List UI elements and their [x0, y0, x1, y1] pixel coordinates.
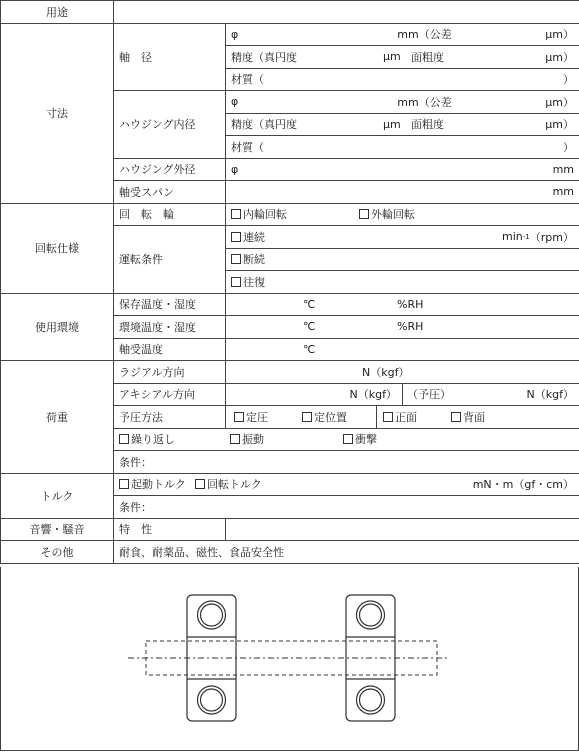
span-label: 軸受スパン	[114, 181, 226, 204]
nkgf-text: N（kgf）	[362, 364, 409, 380]
outer-rot-text: 外輪回転	[371, 206, 415, 222]
span-field[interactable]	[226, 181, 579, 204]
noise-label: 音響・騒音	[1, 518, 114, 541]
housing-outer-field[interactable]	[226, 158, 579, 181]
repeat-text: 繰り返し	[131, 431, 175, 447]
load-type-field	[114, 428, 579, 451]
impact-text: 衝撃	[355, 431, 377, 447]
right-bottom-bearing-outer	[357, 686, 385, 714]
checkbox-icon	[231, 277, 241, 287]
rpm-tail: （rpm）	[530, 229, 574, 245]
shaft-material-field[interactable]	[226, 68, 579, 91]
use-row	[1, 1, 579, 24]
checkbox-icon	[230, 434, 240, 444]
um-plain-text: μm	[383, 118, 411, 131]
storage-label: 保存温度・湿度	[114, 293, 226, 316]
shaft-accuracy-field[interactable]	[226, 46, 579, 69]
checkbox-icon	[383, 412, 393, 422]
radial-field[interactable]	[226, 361, 579, 384]
load-row-1	[1, 361, 579, 384]
torque-label: トルク	[1, 473, 114, 518]
phi-symbol: φ	[231, 28, 238, 41]
mm-text: mm	[553, 185, 574, 198]
continuous-field	[226, 226, 579, 249]
mm-text: mm	[553, 163, 574, 176]
preload-method-field	[226, 406, 579, 429]
reciprocating-check[interactable]	[231, 274, 265, 290]
load-condition-field[interactable]	[114, 451, 579, 474]
close-paren: ）	[563, 71, 574, 87]
material-text: 材質（	[231, 139, 264, 155]
right-bottom-bearing-inner	[360, 689, 382, 711]
checkbox-icon	[231, 254, 241, 264]
um-text: μm）	[545, 26, 574, 42]
checkbox-icon	[119, 479, 129, 489]
checkbox-icon	[302, 412, 312, 422]
rotation-row-1	[1, 203, 579, 226]
deg-text: ℃	[303, 298, 397, 311]
deg-text: ℃	[303, 343, 315, 356]
left-top-bearing-outer	[198, 601, 226, 629]
characteristics-field[interactable]	[226, 518, 579, 541]
dims-label: 寸法	[1, 23, 114, 203]
roundness-text: 精度（真円度	[231, 116, 383, 132]
rot-ring-label: 回 転 輪	[114, 203, 226, 226]
rot-torque-check[interactable]	[195, 476, 262, 492]
other-label: その他	[1, 541, 114, 564]
vibration-text: 振動	[242, 431, 264, 447]
intermittent-field	[226, 248, 579, 271]
start-torque-text: 起動トルク	[131, 476, 186, 492]
roughness-text: 面粗度	[411, 49, 444, 65]
checkbox-icon	[231, 209, 241, 219]
checkbox-icon	[119, 434, 129, 444]
checkbox-icon	[359, 209, 369, 219]
characteristics-label: 特 性	[114, 518, 226, 541]
preload-text: （予圧）	[403, 386, 451, 402]
rot-ring-field	[226, 203, 579, 226]
rpm-exponent: -1	[523, 233, 530, 241]
close-paren: ）	[563, 139, 574, 155]
storage-field[interactable]	[226, 293, 579, 316]
mm-tolerance-text: mm（公差	[397, 94, 545, 110]
condition-text: 条件：	[119, 501, 152, 514]
mm-tolerance-text: mm（公差	[397, 26, 545, 42]
reciprocating-text: 往復	[243, 274, 265, 290]
noise-row	[1, 518, 579, 541]
front-check[interactable]	[377, 409, 451, 425]
axial-value[interactable]	[226, 384, 403, 406]
right-top-bearing-inner	[360, 604, 382, 626]
radial-label: ラジアル方向	[114, 361, 226, 384]
intermittent-check[interactable]	[231, 251, 265, 267]
ambient-field[interactable]	[226, 316, 579, 339]
bearing-temp-field[interactable]	[226, 338, 579, 361]
housing-inner-accuracy-field[interactable]	[226, 113, 579, 136]
rh-text: %RH	[397, 298, 423, 311]
um-text: μm）	[545, 116, 574, 132]
load-label: 荷重	[1, 361, 114, 474]
bearing-diagram	[1, 567, 578, 750]
fixed-position-check[interactable]	[302, 409, 347, 425]
axial-label: アキシアル方向	[114, 383, 226, 406]
start-torque-check[interactable]	[119, 476, 195, 492]
nkgf-text: N（kgf）	[350, 386, 397, 402]
fixed-pressure-check[interactable]	[234, 409, 302, 425]
other-value-text: 耐食、耐薬品、磁性、食品安全性	[119, 546, 284, 559]
left-top-bearing-inner	[201, 604, 223, 626]
shaft-diameter-field[interactable]	[226, 23, 579, 46]
right-top-bearing-outer	[357, 601, 385, 629]
rpm-unit: min	[502, 230, 523, 243]
inner-rot-text: 内輪回転	[243, 206, 287, 222]
phi-symbol: φ	[231, 95, 238, 108]
torque-row-1	[1, 473, 579, 496]
rh-text: %RH	[397, 320, 423, 333]
shaft-row-1	[1, 23, 579, 46]
back-check[interactable]	[451, 409, 485, 425]
fixed-position-text: 定位置	[314, 409, 347, 425]
checkbox-icon	[451, 412, 461, 422]
preload-type-group	[226, 406, 377, 428]
checkbox-icon	[343, 434, 353, 444]
bearing-temp-label: 軸受温度	[114, 338, 226, 361]
preload-unit: N（kgf）	[527, 386, 579, 402]
use-field[interactable]	[114, 1, 579, 24]
repeat-check[interactable]	[119, 431, 230, 447]
phi-symbol: φ	[231, 163, 238, 176]
housing-inner-label: ハウジング内径	[114, 91, 226, 159]
other-field[interactable]	[114, 541, 579, 564]
housing-outer-label: ハウジング外径	[114, 158, 226, 181]
left-bottom-bearing-inner	[201, 689, 223, 711]
env-label: 使用環境	[1, 293, 114, 361]
other-row	[1, 541, 579, 564]
material-text: 材質（	[231, 71, 264, 87]
use-label: 用途	[1, 1, 114, 24]
axial-field	[226, 383, 579, 406]
torque-condition-field[interactable]	[114, 496, 579, 519]
vibration-check[interactable]	[230, 431, 343, 447]
um-text: μm）	[545, 49, 574, 65]
ambient-label: 環境温度・湿度	[114, 316, 226, 339]
reciprocating-field	[226, 271, 579, 294]
front-text: 正面	[395, 409, 417, 425]
back-text: 背面	[463, 409, 485, 425]
rotation-label: 回転仕様	[1, 203, 114, 293]
roundness-text: 精度（真円度	[231, 49, 383, 65]
outer-rot-check[interactable]	[359, 206, 415, 222]
checkbox-icon	[195, 479, 205, 489]
impact-check[interactable]	[343, 431, 377, 447]
roughness-text: 面粗度	[411, 116, 444, 132]
torque-unit: mN・m（gf・cm）	[473, 476, 574, 492]
fixed-pressure-text: 定圧	[246, 409, 268, 425]
housing-inner-diameter-field[interactable]	[226, 91, 579, 114]
torque-type-field	[114, 473, 579, 496]
um-plain-text: μm	[383, 50, 411, 63]
checkbox-icon	[234, 412, 244, 422]
bearing-drawing-area	[0, 567, 579, 751]
shaft-label: 軸 径	[114, 23, 226, 91]
um-text: μm）	[545, 94, 574, 110]
housing-inner-material-field[interactable]	[226, 136, 579, 159]
intermittent-text: 断続	[243, 251, 265, 267]
left-bottom-bearing-outer	[198, 686, 226, 714]
checkbox-icon	[231, 232, 241, 242]
continuous-text: 連続	[243, 229, 265, 245]
deg-text: ℃	[303, 320, 397, 333]
inner-rot-check[interactable]	[231, 206, 359, 222]
env-row-1	[1, 293, 579, 316]
run-cond-label: 運転条件	[114, 226, 226, 294]
rot-torque-text: 回転トルク	[207, 476, 262, 492]
condition-text: 条件：	[119, 456, 152, 469]
continuous-check[interactable]	[231, 229, 265, 245]
preload-method-label: 予圧方法	[114, 406, 226, 429]
